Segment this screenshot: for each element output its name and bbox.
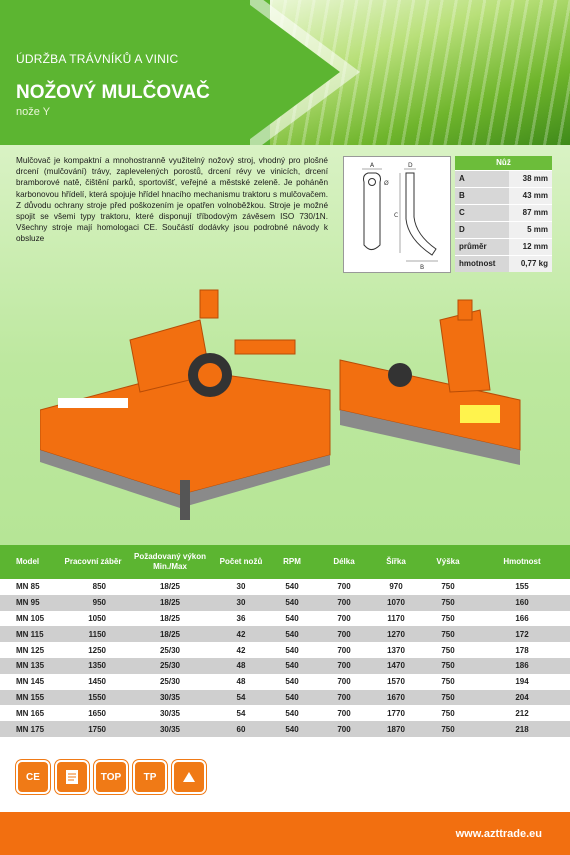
footer-bar — [0, 812, 570, 855]
table-cell: MN 85 — [16, 582, 40, 592]
table-cell: 540 — [285, 582, 299, 592]
table-cell: MN 155 — [16, 692, 45, 702]
table-cell: 540 — [285, 677, 299, 687]
table-row — [0, 721, 570, 737]
table-cell: 750 — [441, 692, 455, 702]
dimension-label-c: C — [394, 212, 399, 219]
table-cell: 172 — [515, 629, 529, 639]
warranty-icon — [172, 760, 206, 794]
product-photo — [40, 280, 540, 535]
table-row — [0, 579, 570, 595]
table-cell: 18/25 — [159, 582, 181, 592]
table-header-row — [0, 545, 570, 579]
table-row — [0, 642, 570, 658]
column-header: Model — [16, 557, 40, 566]
table-cell: MN 175 — [16, 724, 45, 734]
table-cell: 1050 — [88, 613, 106, 623]
spec-key: hmotnost — [455, 255, 509, 272]
table-cell: 950 — [92, 598, 106, 608]
table-cell: MN 165 — [16, 708, 45, 718]
table-cell: 30 — [236, 598, 246, 608]
table-cell: 750 — [441, 661, 455, 671]
table-cell: MN 145 — [16, 677, 45, 687]
table-cell: 1170 — [387, 613, 405, 623]
table-cell: 1670 — [387, 692, 405, 702]
table-cell: 25/30 — [159, 645, 181, 655]
table-cell: MN 115 — [16, 629, 44, 639]
table-cell: 700 — [337, 724, 351, 734]
table-cell: 700 — [337, 613, 351, 623]
table-cell: 540 — [285, 661, 299, 671]
table-cell: MN 95 — [16, 598, 40, 608]
table-cell: 212 — [515, 708, 529, 718]
chevron-decoration — [230, 0, 340, 145]
table-cell: 850 — [92, 582, 106, 592]
mulcher-front-view — [40, 290, 330, 520]
table-cell: 1250 — [88, 645, 106, 655]
website-link[interactable]: www.azttrade.eu — [455, 828, 542, 840]
header-banner — [0, 0, 570, 145]
product-description: Mulčovač je kompaktní a mnohostranně využitelný nožový stroj, vhodný pro plošné drcení (mulčování) trávy, zaplevelených porostů, drcení révy ve vinicích, drcení bramborové natě, čištění parků, sportovišť, veřejné a městské zeleně. Je poháněn karbonovou hřídelí, která spojuje hřídel hnacího mechanismu traktoru s mulčovačem. Z důvodu ochrany stroje před poškozením je opatřen volnoběžkou. Stroje je možné spojit se všemi typy traktoru, které disponují tříbodovým závěsem ISO 730/1N. Všechny stroje mají homologaci CE. Součástí dodávky jsou podrobné návody k obsluze — [16, 156, 328, 244]
page-title: NOŽOVÝ MULČOVAČ — [16, 82, 210, 103]
table-cell: 160 — [515, 598, 529, 608]
table-cell: 540 — [285, 645, 299, 655]
table-cell: 30/35 — [159, 708, 181, 718]
table-cell: 540 — [285, 692, 299, 702]
column-header: Počet nožů — [219, 557, 263, 566]
table-cell: 1270 — [387, 629, 405, 639]
table-cell: 750 — [441, 724, 455, 734]
table-cell: 700 — [337, 661, 351, 671]
table-cell: 750 — [441, 598, 455, 608]
table-row — [0, 595, 570, 611]
table-cell: 30/35 — [159, 724, 181, 734]
table-cell: 48 — [236, 661, 246, 671]
table-cell: 1370 — [387, 645, 405, 655]
dimension-label-a: A — [370, 162, 375, 169]
table-cell: 1350 — [88, 661, 106, 671]
table-row — [0, 658, 570, 674]
table-row — [0, 611, 570, 627]
table-cell: 48 — [236, 677, 246, 687]
top-quality-icon: TOP — [94, 760, 128, 794]
table-cell: 60 — [236, 724, 246, 734]
table-cell: 970 — [389, 582, 403, 592]
spec-value: 12 mm — [509, 238, 552, 255]
table-cell: 700 — [337, 582, 351, 592]
table-cell: 700 — [337, 629, 351, 639]
column-header: Pracovní záběr — [64, 557, 122, 566]
table-cell: 700 — [337, 692, 351, 702]
spec-value: 0,77 kg — [509, 255, 552, 272]
spec-row — [455, 204, 552, 221]
table-row — [0, 705, 570, 721]
spec-row — [455, 187, 552, 204]
table-cell: 1550 — [88, 692, 106, 702]
table-cell: 1070 — [387, 598, 405, 608]
table-cell: 155 — [515, 582, 529, 592]
table-cell: MN 105 — [16, 613, 45, 623]
table-cell: 1470 — [387, 661, 405, 671]
table-cell: 1150 — [88, 629, 106, 639]
table-cell: 1570 — [387, 677, 405, 687]
model-table — [0, 545, 570, 737]
table-cell: 540 — [285, 708, 299, 718]
table-cell: 700 — [337, 598, 351, 608]
table-cell: 700 — [337, 645, 351, 655]
table-cell: 1770 — [387, 708, 405, 718]
spec-row — [455, 238, 552, 255]
tp-icon: TP — [133, 760, 167, 794]
page-subtitle: nože Y — [16, 106, 51, 118]
column-header: RPM — [283, 557, 301, 566]
table-row — [0, 626, 570, 642]
column-header: Hmotnost — [503, 557, 541, 566]
column-header: Délka — [333, 557, 355, 566]
table-cell: 36 — [236, 613, 246, 623]
table-cell: 750 — [441, 677, 455, 687]
dimension-label-diameter: Ø — [384, 180, 389, 187]
table-cell: 30 — [236, 582, 246, 592]
table-cell: 204 — [515, 692, 529, 702]
column-header: Výška — [436, 557, 460, 566]
spec-key: B — [455, 187, 509, 204]
spec-row — [455, 170, 552, 187]
dimension-label-b: B — [420, 264, 425, 271]
table-cell: 18/25 — [159, 629, 181, 639]
table-cell: 30/35 — [159, 692, 181, 702]
table-cell: 1650 — [88, 708, 106, 718]
table-cell: 1870 — [387, 724, 405, 734]
column-header: Šířka — [386, 557, 406, 566]
table-cell: 750 — [441, 582, 455, 592]
table-cell: 1750 — [88, 724, 106, 734]
table-cell: 540 — [285, 724, 299, 734]
spec-key: A — [455, 170, 509, 187]
table-cell: 178 — [515, 645, 529, 655]
table-cell: 218 — [515, 724, 529, 734]
mulcher-side-view — [340, 300, 520, 465]
blade-diagram — [343, 156, 451, 273]
dimension-label-d: D — [408, 162, 413, 169]
table-cell: 540 — [285, 598, 299, 608]
table-cell: 166 — [515, 613, 529, 623]
spec-row — [455, 221, 552, 238]
table-cell: 750 — [441, 708, 455, 718]
table-cell: 540 — [285, 629, 299, 639]
table-cell: 1450 — [88, 677, 106, 687]
table-cell: 42 — [236, 629, 246, 639]
spec-value: 5 mm — [509, 221, 552, 238]
table-cell: 42 — [236, 645, 246, 655]
table-cell: 750 — [441, 629, 455, 639]
table-cell: 750 — [441, 613, 455, 623]
certification-badges — [16, 760, 206, 796]
spec-key: D — [455, 221, 509, 238]
column-header: Požadovaný výkon Min./Max — [133, 552, 207, 571]
spec-header: Nůž — [455, 156, 552, 170]
table-cell: 186 — [515, 661, 529, 671]
table-cell: 194 — [515, 677, 529, 687]
blade-spec-table — [455, 156, 552, 272]
table-cell: 18/25 — [159, 598, 181, 608]
table-cell: 54 — [236, 692, 246, 702]
spec-row — [455, 255, 552, 272]
table-row — [0, 674, 570, 690]
table-cell: 25/30 — [159, 677, 181, 687]
table-cell: 25/30 — [159, 661, 181, 671]
table-cell: 18/25 — [159, 613, 181, 623]
spec-value: 38 mm — [509, 170, 552, 187]
spec-value: 87 mm — [509, 204, 552, 221]
table-cell: 700 — [337, 677, 351, 687]
table-cell: 54 — [236, 708, 246, 718]
table-cell: 700 — [337, 708, 351, 718]
table-cell: 750 — [441, 645, 455, 655]
category-label: ÚDRŽBA TRÁVNÍKŮ A VINIC — [16, 52, 179, 66]
manual-icon — [55, 760, 89, 794]
table-cell: MN 125 — [16, 645, 45, 655]
table-cell: 540 — [285, 613, 299, 623]
spec-key: C — [455, 204, 509, 221]
table-row — [0, 690, 570, 706]
table-cell: MN 135 — [16, 661, 45, 671]
spec-key: průměr — [455, 238, 509, 255]
spec-value: 43 mm — [509, 187, 552, 204]
ce-mark-icon: CE — [16, 760, 50, 794]
